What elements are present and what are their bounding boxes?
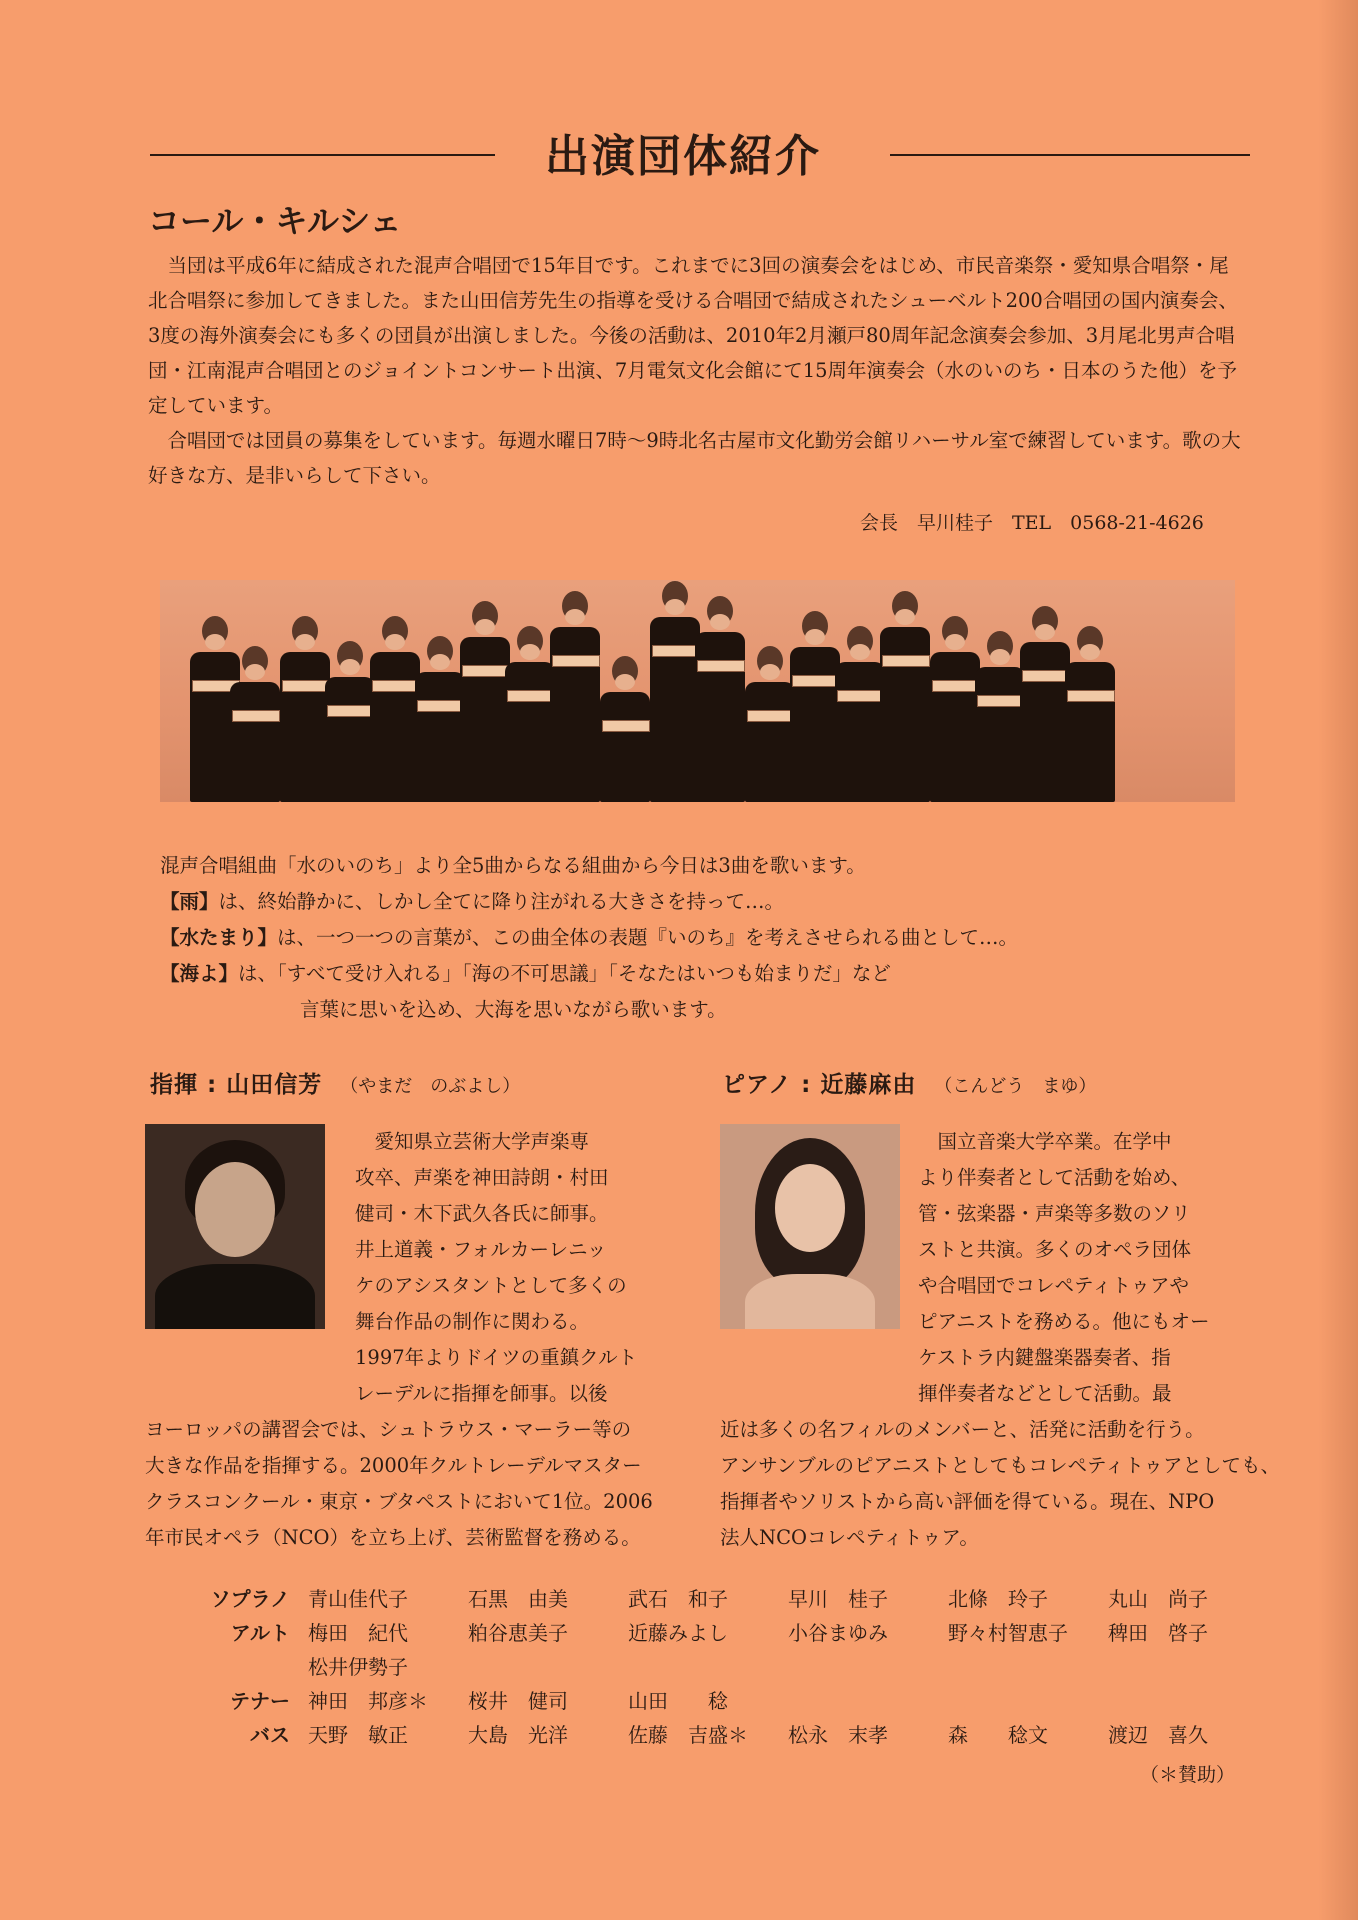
voice-part: バス <box>250 1722 290 1747</box>
bio-line: 愛知県立芸術大学声楽専 <box>374 1130 590 1153</box>
voice-part: テナー <box>230 1688 290 1713</box>
member-row <box>180 1682 1268 1716</box>
pianist-bio-side <box>918 1124 1258 1412</box>
bio-line: や合唱団でコレペティトゥアや <box>918 1274 1189 1297</box>
choir-member-figure <box>415 636 465 802</box>
bio-line: 管・弦楽器・声楽等多数のソリ <box>918 1202 1191 1225</box>
member-name: 丸山 尚子 <box>1108 1586 1208 1611</box>
song-description: は、「すべて受け入れる」「海の不可思議」「そなたはいつも始まりだ」など <box>238 962 891 985</box>
page-fold-shadow <box>1318 0 1358 1920</box>
choir-member-figure <box>880 591 930 802</box>
bio-line: 健司・木下武久各氏に師事。 <box>355 1202 609 1225</box>
choir-member-figure <box>1020 606 1070 802</box>
member-name: 近藤みよし <box>628 1620 728 1645</box>
choir-member-figure <box>325 641 375 802</box>
choir-member-figure <box>650 581 700 802</box>
choir-member-figure <box>1065 626 1115 802</box>
bio-line: ケのアシスタントとして多くの <box>355 1274 627 1297</box>
bio-line: レーデルに指揮を師事。以後 <box>355 1382 608 1405</box>
bio-line: 指揮者やソリストから高い評価を得ている。現在、NPO <box>720 1490 1215 1513</box>
choir-member-figure <box>230 646 280 802</box>
voice-part <box>180 1648 308 1682</box>
bio-line: アンサンブルのピアニストとしてもコレペティトゥアとしても、 <box>720 1454 1280 1477</box>
bio-line: クラスコンクール・東京・ブタペストにおいて1位。2006 <box>145 1490 653 1513</box>
title-row <box>150 120 1250 190</box>
bio-line: 法人NCOコレペティトゥア。 <box>720 1526 979 1549</box>
bio-line: ヨーロッパの講習会では、シュトラウス・マーラー等の <box>145 1418 632 1441</box>
repertoire-closing: 言葉に思いを込め、大海を思いながら歌います。 <box>300 998 727 1021</box>
bio-line: 国立音楽大学卒業。在学中 <box>937 1130 1172 1153</box>
bio-line: 揮伴奏者などとして活動。最 <box>918 1382 1172 1405</box>
member-name: 青山佳代子 <box>308 1586 408 1611</box>
bio-line: 舞台作品の制作に関わる。 <box>355 1310 590 1333</box>
page-title: 出演団体紹介 <box>545 131 821 182</box>
member-name: 早川 桂子 <box>788 1586 888 1611</box>
member-name: 松井伊勢子 <box>308 1654 408 1679</box>
member-name: 大島 光洋 <box>468 1722 568 1747</box>
bio-line: 大きな作品を指揮する。2000年クルトレーデルマスター <box>145 1454 642 1477</box>
repertoire-item <box>160 920 1018 956</box>
bio-line: ピアニストを務める。他にもオー <box>918 1310 1210 1333</box>
bio-line: 年市民オペラ（NCO）を立ち上げ、芸術監督を務める。 <box>145 1526 641 1549</box>
choir-member-figure <box>975 631 1025 802</box>
bio-line: 攻卒、声楽を神田詩朗・村田 <box>355 1166 609 1189</box>
song-title: 【海よ】 <box>160 962 239 985</box>
choir-member-figure <box>600 656 650 802</box>
member-name: 野々村智恵子 <box>948 1620 1068 1645</box>
member-name: 山田 稔 <box>628 1688 728 1713</box>
member-name: 北條 玲子 <box>948 1586 1048 1611</box>
footnote: （＊賛助） <box>1140 1764 1236 1786</box>
conductor-portrait <box>145 1124 325 1329</box>
choir-member-figure <box>835 626 885 802</box>
member-name: 天野 敏正 <box>308 1722 408 1747</box>
choir-member-figure <box>370 616 420 802</box>
choir-member-figure <box>550 591 600 802</box>
choir-photo <box>160 580 1235 802</box>
member-name: 渡辺 喜久 <box>1108 1722 1208 1747</box>
pianist-bio-full <box>720 1412 1280 1556</box>
repertoire-intro: 混声合唱組曲「水のいのち」より全5曲からなる組曲から今日は3曲を歌います。 <box>160 854 866 877</box>
repertoire <box>160 848 1018 1028</box>
choir-member-figure <box>695 596 745 802</box>
member-name: 粕谷恵美子 <box>468 1620 568 1645</box>
member-name: 松永 末孝 <box>788 1722 888 1747</box>
conductor-name: 指揮 : 山田信芳 <box>150 1072 323 1098</box>
member-name: 森 稔文 <box>948 1722 1048 1747</box>
member-name: 武石 和子 <box>628 1586 728 1611</box>
intro-paragraph: 合唱団では団員の募集をしています。毎週水曜日7時〜9時北名古屋市文化勤労会館リハーサル室で練習しています。歌の大好きな方、是非いらして下さい。 <box>148 429 1241 487</box>
song-description: は、一つ一つの言葉が、この曲全体の表題『いのち』を考えさせられる曲として…。 <box>277 926 1019 949</box>
title-rule-right <box>890 154 1250 156</box>
member-row <box>180 1648 1268 1682</box>
voice-part: アルト <box>230 1620 290 1645</box>
choir-member-figure <box>460 601 510 802</box>
pianist-heading <box>722 1066 1096 1099</box>
conductor-heading <box>150 1066 520 1099</box>
member-name: 石黒 由美 <box>468 1586 568 1611</box>
choir-member-figure <box>790 611 840 802</box>
member-row <box>180 1716 1268 1750</box>
member-name: 佐藤 吉盛＊ <box>628 1722 748 1747</box>
title-rule-left <box>150 154 495 156</box>
contact-line: 会長 早川桂子 TEL 0568-21-4626 <box>860 512 1204 534</box>
member-row <box>180 1580 1268 1614</box>
choir-member-figure <box>930 616 980 802</box>
member-row <box>180 1614 1268 1648</box>
member-name: 神田 邦彦＊ <box>308 1688 428 1713</box>
pianist-name: ピアノ : 近藤麻由 <box>722 1072 917 1098</box>
choir-member-figure <box>280 616 330 802</box>
bio-line: 近は多くの名フィルのメンバーと、活発に活動を行う。 <box>720 1418 1205 1441</box>
choir-member-figure <box>745 646 795 802</box>
voice-part: ソプラノ <box>210 1586 290 1611</box>
bio-line: ケストラ内鍵盤楽器奏者、指 <box>918 1346 1171 1369</box>
member-list <box>180 1580 1268 1750</box>
intro-paragraph: 当団は平成6年に結成された混声合唱団で15年目です。これまでに3回の演奏会をはじめ、市民音楽祭・愛知県合唱祭・尾北合唱祭に参加してきました。また山田信芳先生の指導を受ける合唱団で結成されたシューベルト200合唱団の国内演奏会、3度の海外演奏会にも多くの団員が出演しました。今後の活動は、2010年2月瀬戸80周年記念演奏会参加、3月尾北男声合唱団・江南混声合唱団とのジョイントコンサート出演、7月電気文化会館にて15周年演奏会（水のいのち・日本のうた他）を予定しています。 <box>148 254 1238 417</box>
song-description: は、終始静かに、しかし全てに降り注がれる大きさを持って…。 <box>218 890 785 913</box>
conductor-bio-full <box>145 1412 685 1556</box>
group-name: コール・キルシェ <box>148 202 402 240</box>
group-intro <box>148 248 1248 493</box>
bio-line: 井上道義・フォルカーレニッ <box>355 1238 607 1261</box>
member-name: 梅田 紀代 <box>308 1620 408 1645</box>
conductor-bio-side <box>355 1124 685 1412</box>
choir-member-figure <box>505 626 555 802</box>
bio-line: より伴奏者として活動を始め、 <box>918 1166 1191 1189</box>
repertoire-item <box>160 956 1018 992</box>
member-name: 小谷まゆみ <box>788 1620 888 1645</box>
song-title: 【雨】 <box>160 890 219 913</box>
member-table <box>180 1580 1268 1750</box>
pianist-reading: （こんどう まゆ） <box>934 1076 1097 1097</box>
member-name: 桜井 健司 <box>468 1688 568 1713</box>
bio-line: 1997年よりドイツの重鎮クルト <box>355 1346 638 1369</box>
repertoire-item <box>160 884 1018 920</box>
song-title: 【水たまり】 <box>160 926 278 949</box>
bio-line: ストと共演。多くのオペラ団体 <box>918 1238 1192 1261</box>
pianist-portrait <box>720 1124 900 1329</box>
conductor-reading: （やまだ のぶよし） <box>340 1076 521 1097</box>
member-name: 稗田 啓子 <box>1108 1620 1208 1645</box>
